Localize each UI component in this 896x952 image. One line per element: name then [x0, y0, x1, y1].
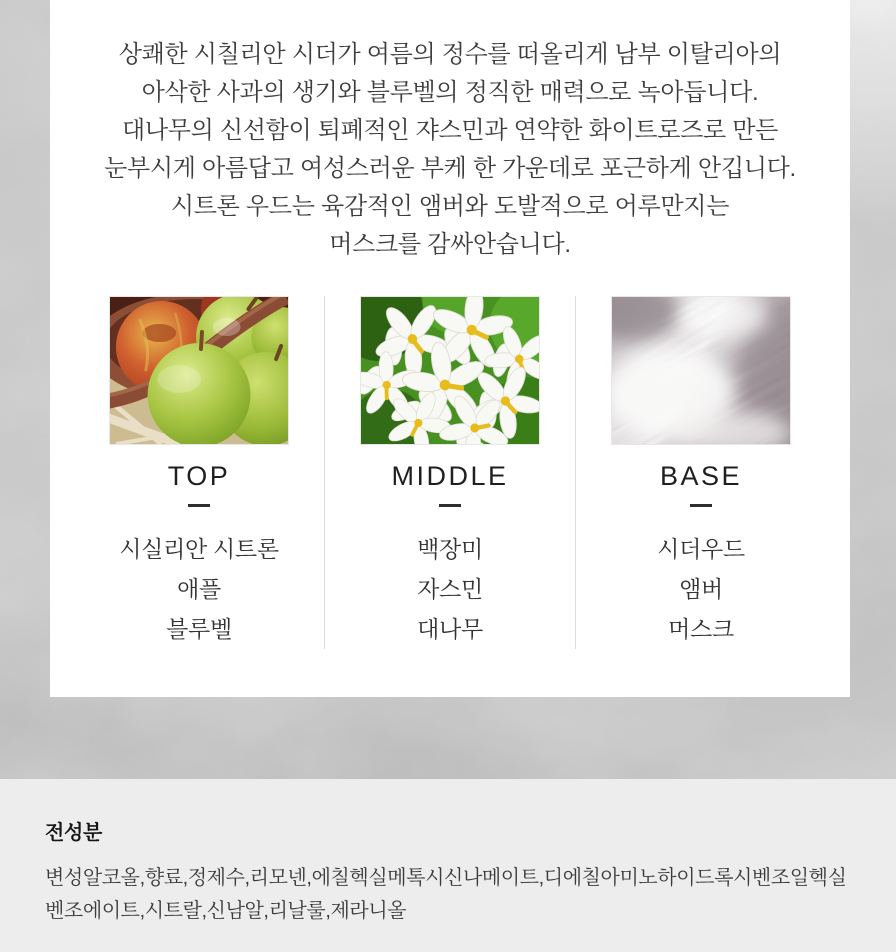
fur-photo — [611, 296, 791, 445]
note-title-underline — [188, 504, 210, 507]
note-list-base — [576, 529, 826, 649]
note-column-top — [74, 296, 324, 649]
jasmine-photo — [360, 296, 540, 445]
note-item: 앰버 — [679, 576, 723, 602]
apples-photo — [109, 296, 289, 445]
description-line: 상쾌한 시칠리안 시더가 여름의 정수를 떠올리게 남부 이탈리아의 — [118, 41, 782, 68]
description-line: 대나무의 신선함이 퇴폐적인 쟈스민과 연약한 화이트로즈로 만든 — [121, 117, 779, 144]
note-item: 애플 — [177, 576, 221, 602]
note-title-underline — [690, 504, 712, 507]
note-item: 머스크 — [668, 616, 734, 642]
note-item: 시실리안 시트론 — [119, 536, 279, 562]
note-title-base: BASE — [659, 461, 743, 491]
note-item: 백장미 — [417, 536, 483, 562]
note-column-base — [575, 296, 826, 649]
note-title-middle: MIDDLE — [391, 461, 509, 491]
note-list-middle — [325, 529, 575, 649]
note-item: 블루벨 — [166, 616, 232, 642]
note-item: 시더우드 — [657, 536, 745, 562]
note-item: 자스민 — [417, 576, 483, 602]
description-line: 아삭한 사과의 생기와 블루벨의 정직한 매력으로 녹아듭니다. — [141, 79, 759, 106]
description-line: 눈부시게 아름답고 여성스러운 부케 한 가운데로 포근하게 안깁니다. — [104, 155, 796, 182]
ingredients-text: 변성알코올,향료,정제수,리모넨,에칠헥실메톡시신나메이트,디에칠아미노하이드록시벤조일헥실벤조에이트,시트랄,신남알,리날룰,제라니올 — [45, 867, 847, 922]
description-line: 시트론 우드는 육감적인 앰버와 도발적으로 어루만지는 — [170, 193, 730, 220]
note-item: 대나무 — [417, 616, 483, 642]
fragrance-description — [50, 0, 850, 264]
description-line: 머스크를 감싸안습니다. — [329, 231, 571, 258]
ingredients-heading: 전성분 — [45, 822, 103, 844]
note-title-top: TOP — [167, 461, 231, 491]
note-list-top — [74, 529, 324, 649]
note-column-middle — [324, 296, 575, 649]
notes-section — [74, 296, 826, 649]
ingredients-section — [0, 779, 896, 952]
note-title-underline — [439, 504, 461, 507]
product-description-card — [50, 0, 850, 697]
